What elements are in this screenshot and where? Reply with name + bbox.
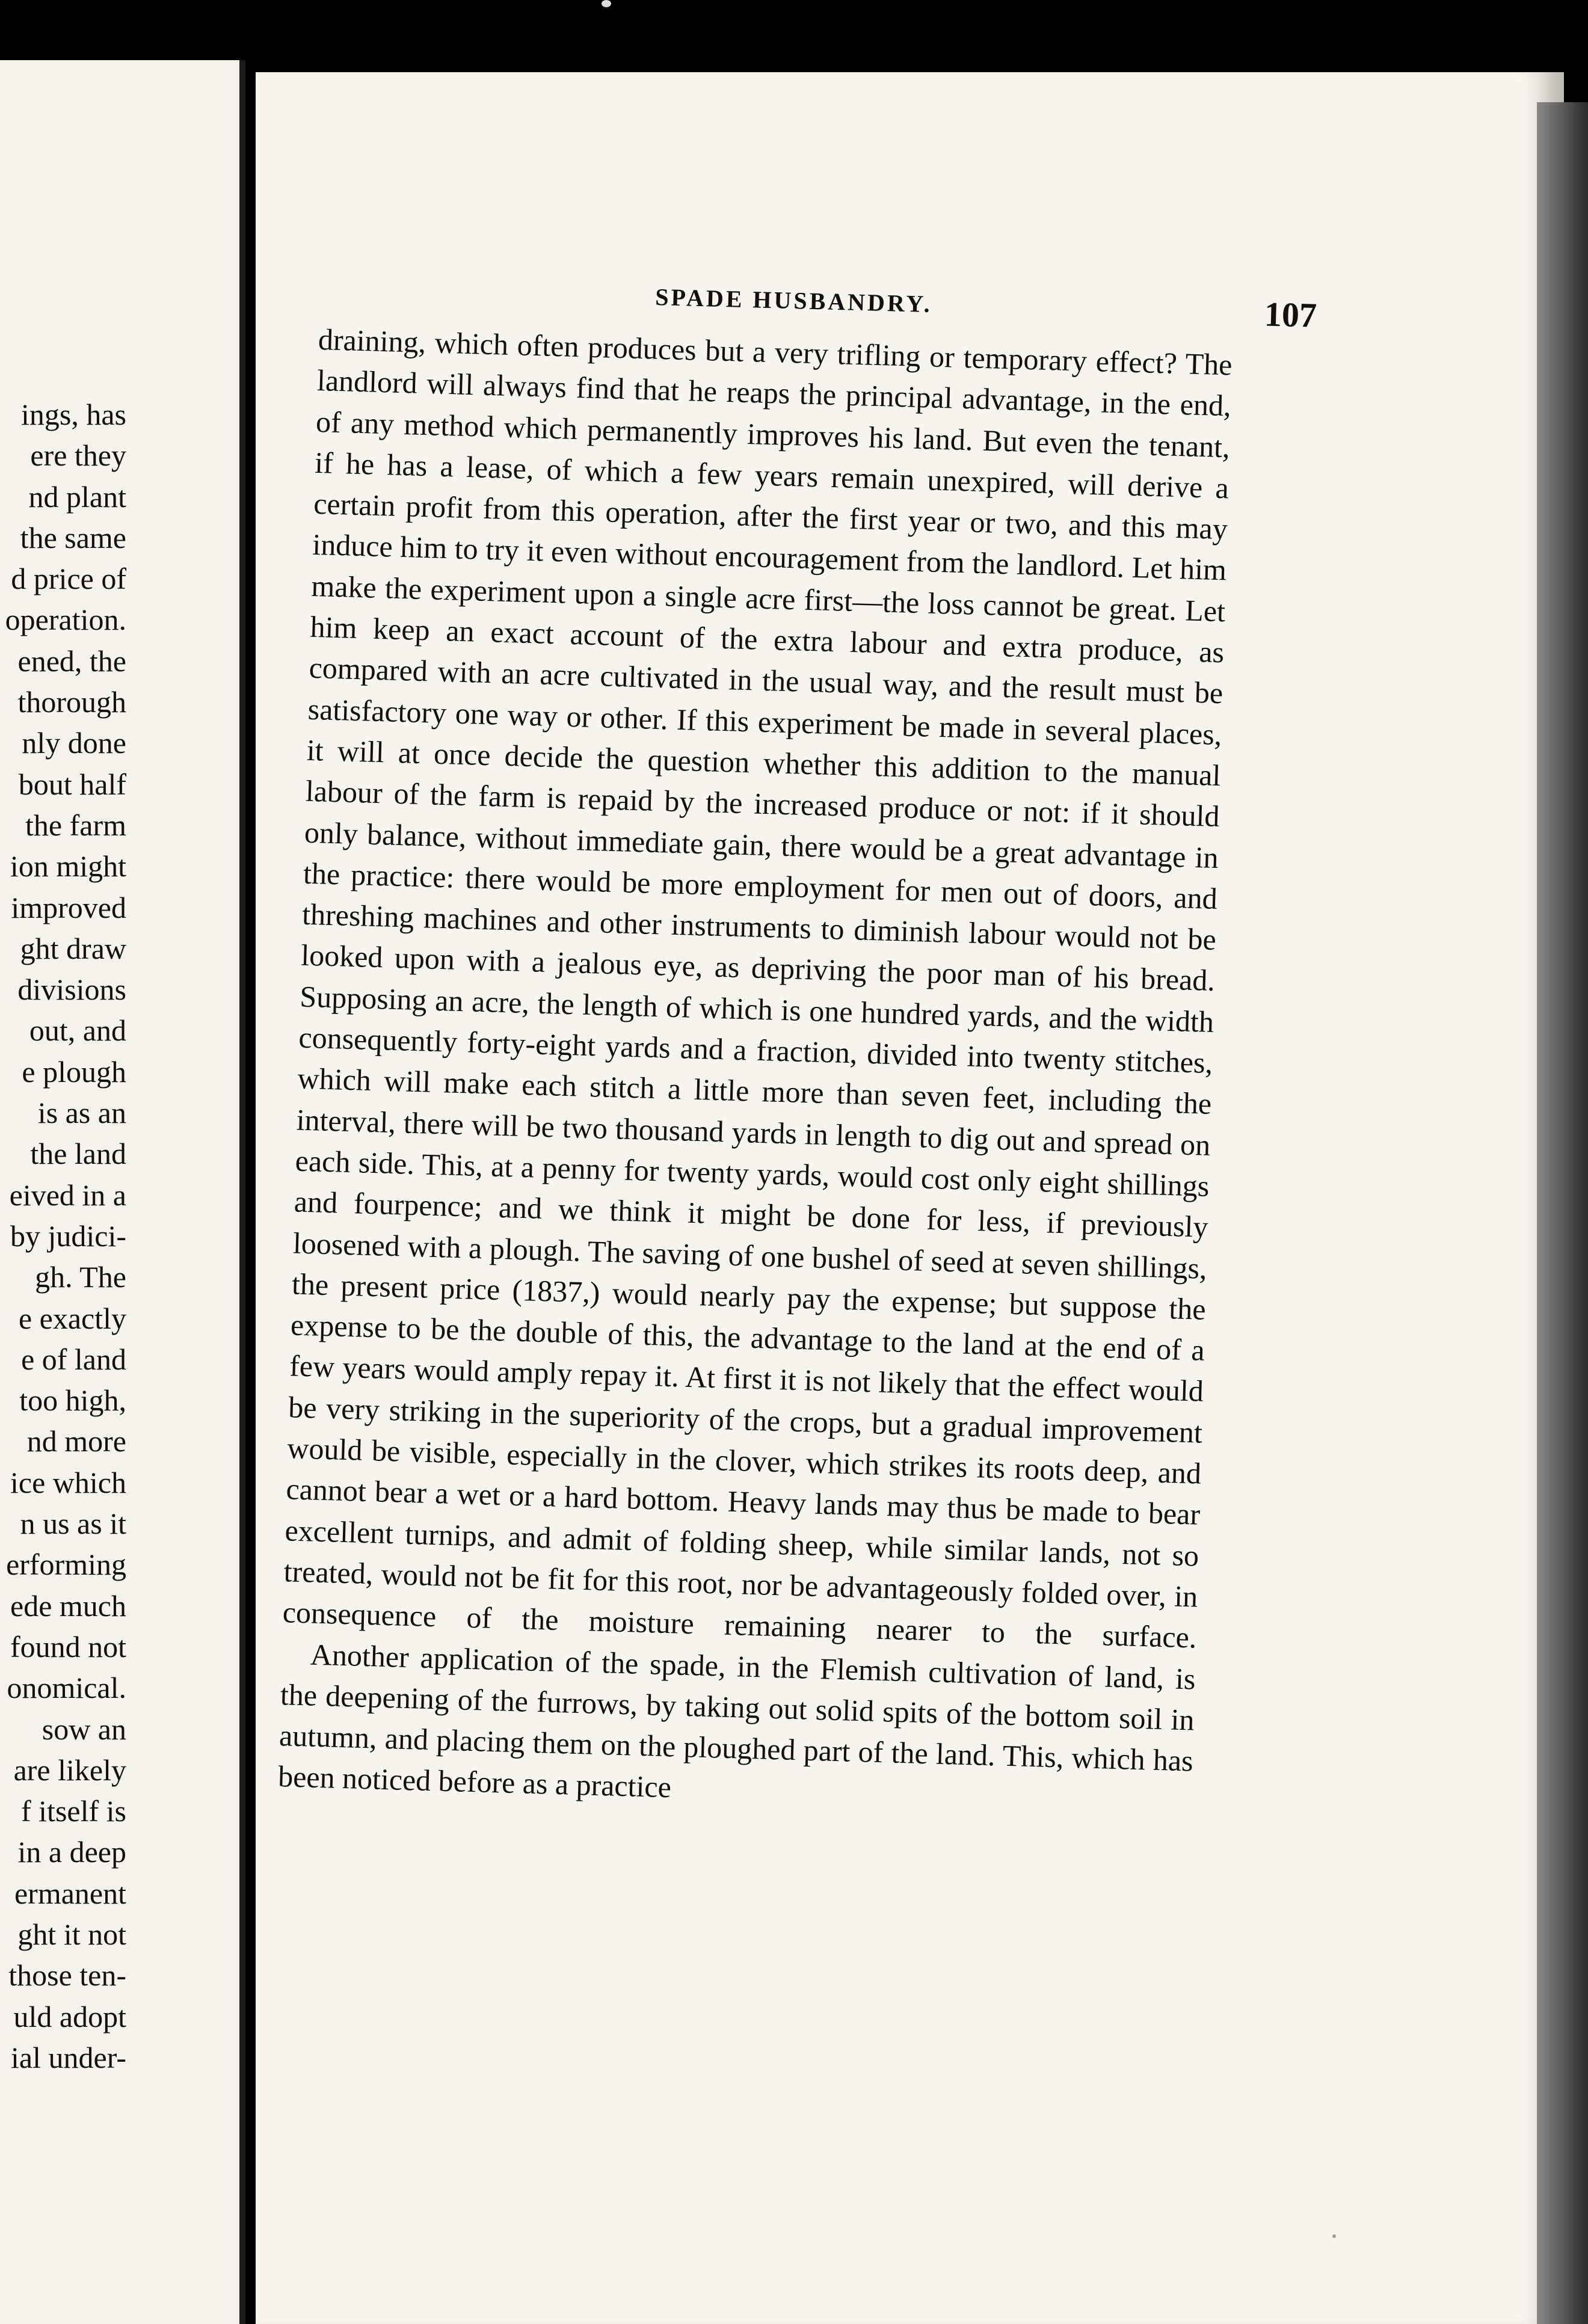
- left-page-line: nd more: [26, 1424, 126, 1459]
- left-page-line: ede much: [10, 1588, 126, 1623]
- left-page-line: d price of: [11, 562, 126, 596]
- body-text: [277, 319, 1233, 1822]
- left-page-text: [0, 394, 126, 2078]
- left-page-line: those ten-: [8, 1958, 126, 1993]
- left-page-line: are likely: [13, 1753, 126, 1787]
- paragraph: Another application of the spade, in the Flemish cultivation of land, is the deepening of the furrows, by taking out solid spits of the bottom soil in autumn, and placing them on the ploughed part of the land. This, which has been noticed before as a practice: [277, 1637, 1196, 1804]
- left-page-line: the same: [20, 520, 126, 555]
- left-page-line: thorough: [17, 685, 126, 719]
- left-page-line: ion might: [10, 849, 126, 884]
- left-page-line: ere they: [30, 438, 126, 473]
- left-page-line: n us as it: [20, 1507, 126, 1541]
- left-page-line: onomical.: [7, 1671, 126, 1705]
- left-page-line: by judici-: [10, 1219, 126, 1253]
- left-page-line: too high,: [19, 1383, 126, 1418]
- left-page-line: ermanent: [14, 1876, 126, 1910]
- left-page-line: divisions: [17, 973, 126, 1007]
- left-page-line: e plough: [22, 1054, 126, 1089]
- left-page-line: e of land: [21, 1342, 126, 1376]
- left-page-line: ght draw: [20, 931, 126, 965]
- left-page-line: e exactly: [18, 1301, 126, 1335]
- left-page-line: gh. The: [35, 1260, 126, 1294]
- left-page-line: ened, the: [17, 644, 126, 678]
- left-page-line: sow an: [42, 1712, 126, 1746]
- left-page-line: operation.: [5, 603, 126, 637]
- left-page-line: bout half: [18, 767, 126, 801]
- running-title: SPADE HUSBANDRY.: [654, 283, 933, 318]
- paper-speck: [1332, 2234, 1336, 2238]
- left-page-line: found not: [10, 1629, 126, 1664]
- left-page-line: is as an: [37, 1096, 126, 1130]
- page-edge: [1537, 102, 1588, 2324]
- left-page: [0, 60, 245, 2324]
- left-page-line: f itself is: [21, 1794, 126, 1828]
- left-page-line: in a deep: [17, 1835, 126, 1869]
- left-page-line: nd plant: [28, 479, 126, 514]
- paragraph: draining, which often produces but a very trifling or temporary effect? The landlord will always find that he reaps the principal advantage, in the end, of any method which permanently improves his land. But even the tenant, if he has a lease, of which a few years remain unexpired, will derive a certain profit from this operation, after the first year or two, and this may induce him to try it even without encouragement from the landlord. Let him make the experiment upon a single acre first—the loss cannot be great. Let him keep an exact account of the extra labour and extra produce, as compared with an acre cultivated in the usual way, and the result must be satisfactory one way or other. If this experiment be made in several places, it will at once decide the question whether this addition to the manual labour of the farm is repaid by the increased produce or not: if it should only balance, without immediate gain, there would be a great advantage in the practice: there would be more employment for men out of doors, and threshing machines and other instruments to diminish labour would not be looked upon with a jealous eye, as depriving the poor man of his bread. Supposing an acre, the length of which is one hundred yards, and the width consequently forty-eight yards and a fraction, divided into twenty stitches, which will make each stitch a little more than seven feet, including the interval, there will be two thousand yards in length to dig out and spread on each side. This, at a penny for twenty yards, would cost only eight shillings and fourpence; and we think it might be done for less, if previously loosened with a plough. The saving of one bushel of seed at seven shillings, the present price (1837,) would nearly pay the expense; but suppose the expense to be the double of this, the advantage to the land at the end of a few years would amply repay it. At first it is not likely that the effect would be very striking in the superiority of the crops, but a gradual improvement would be visible, especially in the clover, which strikes its roots deep, and cannot bear a wet or a hard bottom. Heavy lands may thus be made to bear excellent turnips, and admit of folding sheep, while similar lands, not so treated, would not be fit for this root, nor be advantageously folded over, in consequence of the moisture remaining nearer to the surface.: [282, 322, 1233, 1655]
- left-page-line: uld adopt: [13, 1999, 126, 2034]
- left-page-line: out, and: [29, 1013, 126, 1048]
- page-number: 107: [1264, 294, 1317, 335]
- left-page-line: ice which: [10, 1465, 126, 1499]
- left-page-line: ght it not: [17, 1917, 126, 1951]
- left-page-line: nly done: [22, 726, 126, 760]
- left-page-line: ings, has: [21, 398, 126, 431]
- left-page-line: the land: [30, 1137, 126, 1171]
- page-top-mark: [602, 0, 611, 7]
- left-page-line: ial under-: [11, 2040, 126, 2074]
- left-page-line: eived in a: [9, 1178, 126, 1212]
- left-page-line: improved: [11, 890, 126, 924]
- left-page-line: the farm: [25, 808, 126, 842]
- left-page-line: erforming: [6, 1548, 126, 1582]
